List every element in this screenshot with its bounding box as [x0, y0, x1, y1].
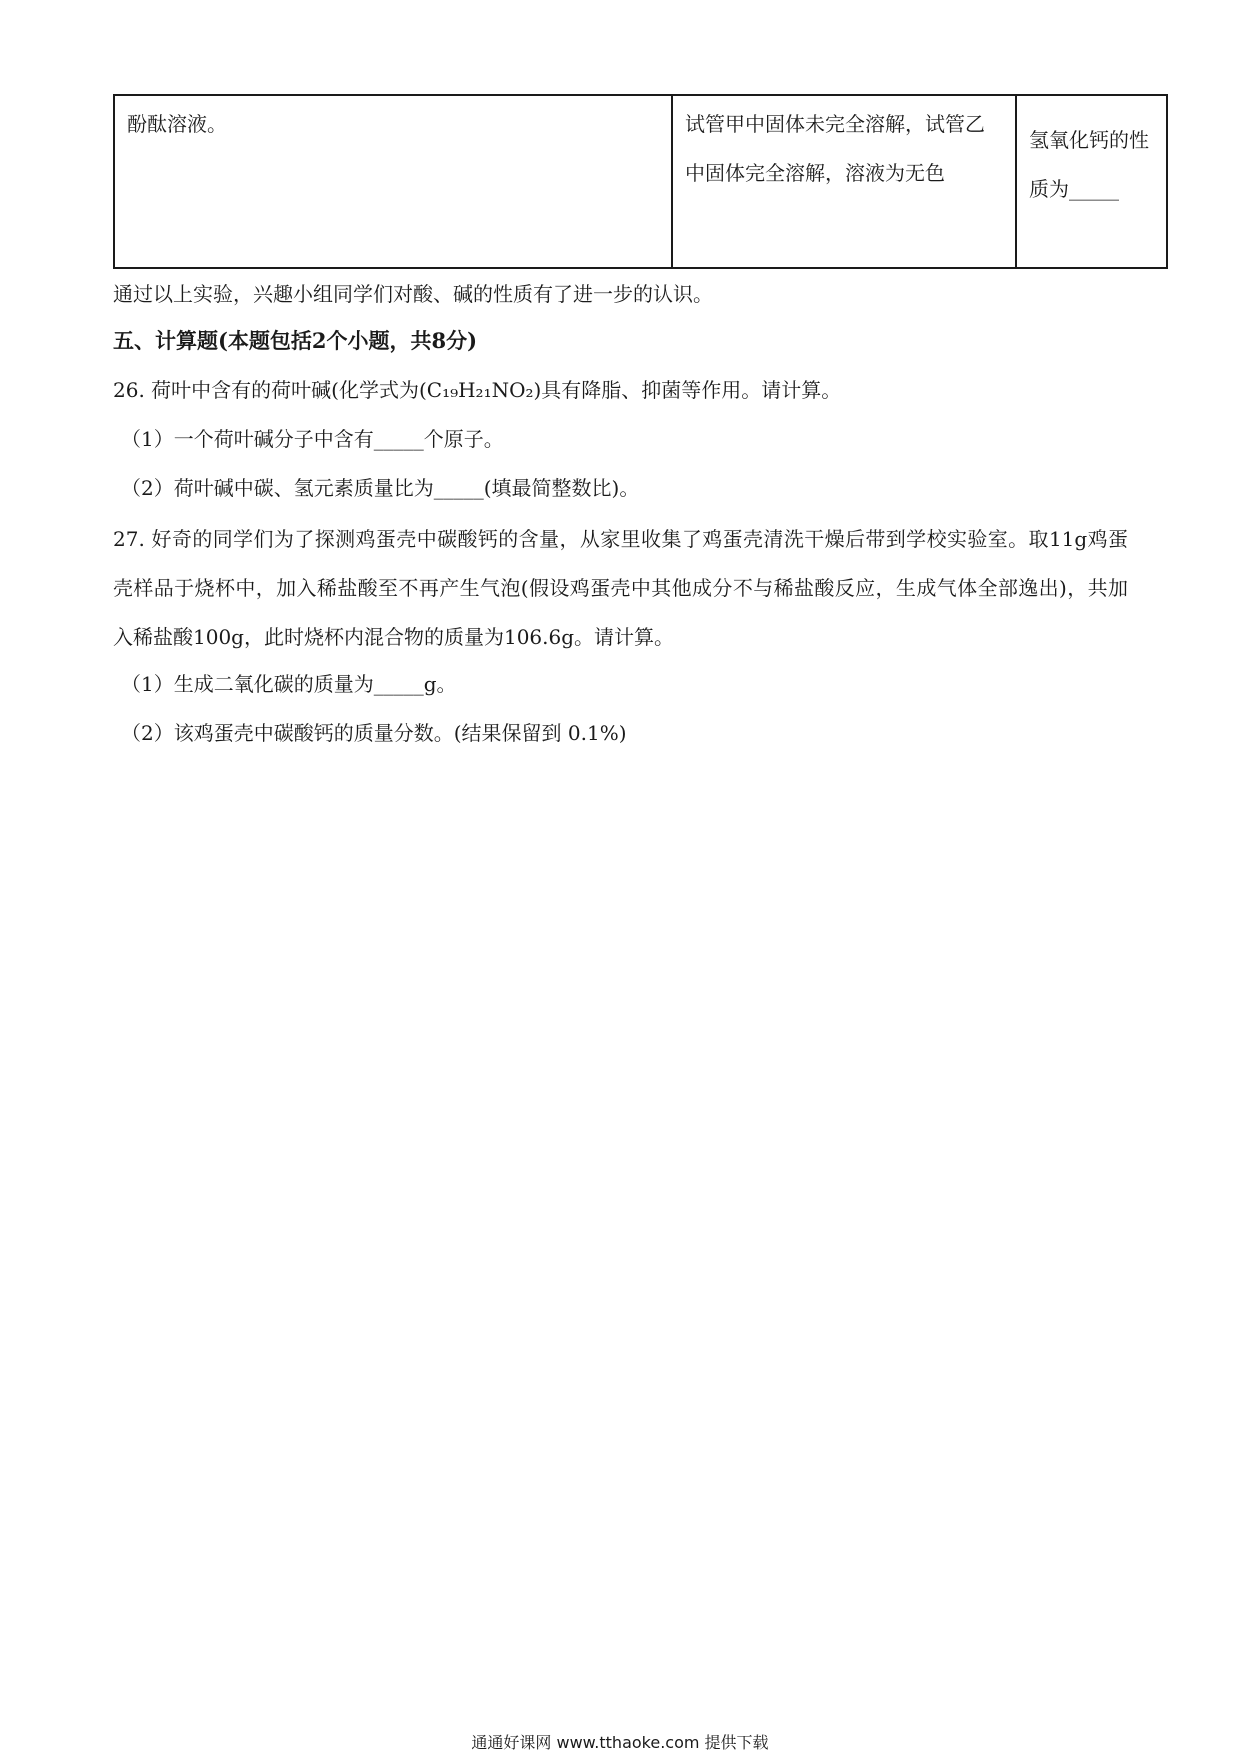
table-cell-text: 酚酞溶液。 — [127, 112, 227, 136]
table-cell-text: 氢氧化钙的性质为_____ — [1029, 128, 1149, 201]
table-cell-operation — [114, 95, 672, 268]
question-26-sub1: （1）一个荷叶碱分子中含有_____个原子。 — [121, 427, 504, 451]
page-footer: 通通好课网 www.tthaoke.com 提供下载 — [471, 1733, 769, 1752]
experiment-table — [113, 94, 1168, 269]
question-26-sub2: （2）荷叶碱中碳、氢元素质量比为_____(填最简整数比)。 — [121, 476, 640, 500]
question-27-sub2: （2）该鸡蛋壳中碳酸钙的质量分数。(结果保留到 0.1%) — [121, 721, 627, 745]
table-cell-phenomenon — [672, 95, 1016, 268]
table-row — [114, 95, 1167, 268]
table-cell-conclusion — [1016, 95, 1167, 268]
table-cell-text: 试管甲中固体未完全溶解，试管乙中固体完全溶解，溶液为无色 — [685, 112, 985, 185]
section-heading: 五、计算题(本题包括2个小题，共8分) — [113, 328, 478, 353]
question-27-stem: 27. 好奇的同学们为了探测鸡蛋壳中碳酸钙的含量，从家里收集了鸡蛋壳清洗干燥后带到学校实验室。取11g鸡蛋壳样品于烧杯中，加入稀盐酸至不再产生气泡(假设鸡蛋壳中其他成分不与稀盐酸反应，生成气体全部逸出)，共加入稀盐酸100g，此时烧杯内混合物的质量为106.6g。请计算。 — [113, 527, 1128, 649]
summary-text: 通过以上实验，兴趣小组同学们对酸、碱的性质有了进一步的认识。 — [113, 282, 713, 306]
question-27-sub1: （1）生成二氧化碳的质量为_____g。 — [121, 672, 457, 696]
question-26-stem: 26. 荷叶中含有的荷叶碱(化学式为(C₁₉H₂₁NO₂)具有降脂、抑菌等作用。请计算。 — [113, 378, 842, 402]
